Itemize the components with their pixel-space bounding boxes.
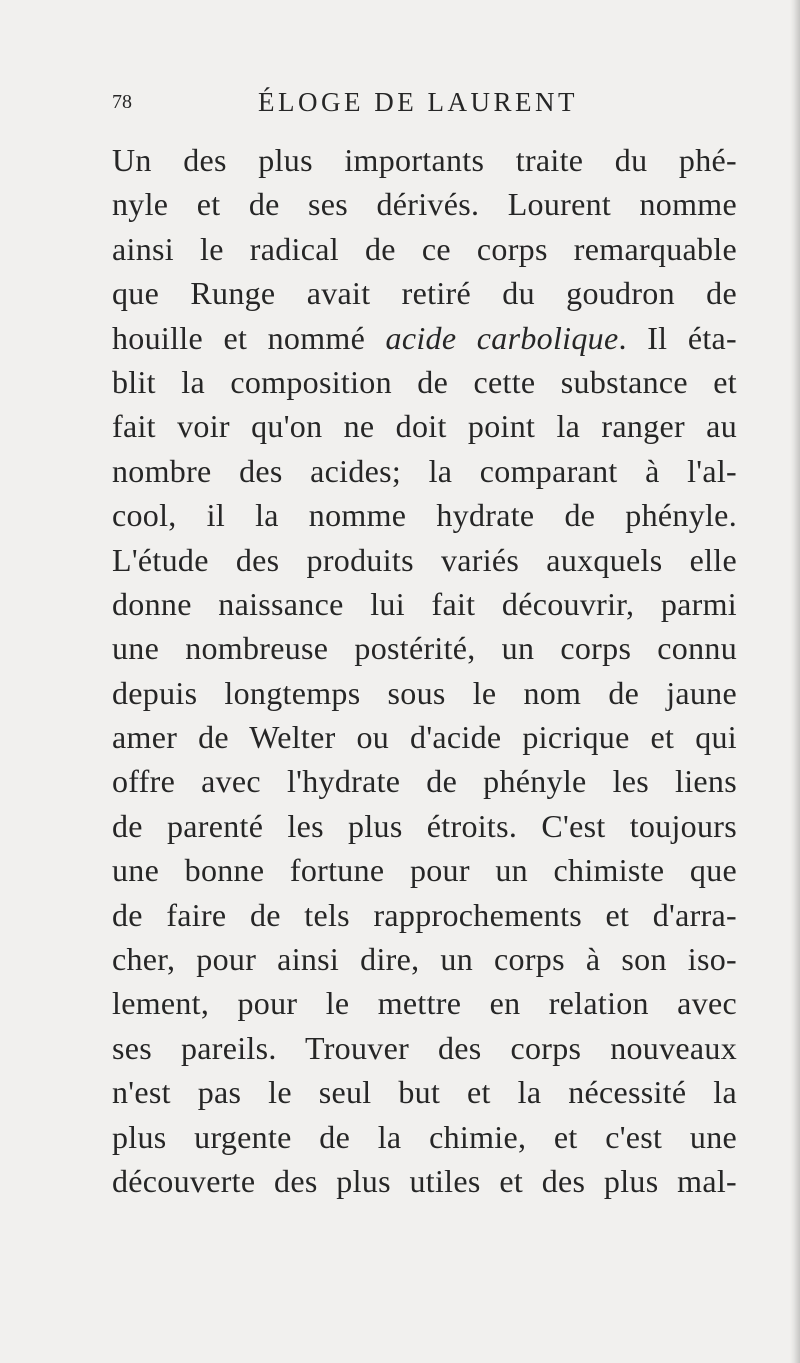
page-number: 78 xyxy=(112,91,132,113)
text-line: blit la composition de cette substance et xyxy=(112,363,737,400)
text-line: une bonne fortune pour un chimiste que xyxy=(112,852,737,889)
italic-term: acide carbolique xyxy=(385,319,619,356)
text-line xyxy=(112,316,737,360)
text-line: nyle et de ses dérivés. Lourent nomme xyxy=(112,186,737,223)
text-line-start: houille et nommé xyxy=(112,319,386,356)
text-line: cher, pour ainsi dire, un corps à son iso- xyxy=(112,941,737,978)
running-head xyxy=(112,84,672,120)
body-text xyxy=(112,138,737,1203)
text-line: nombre des acides; la comparant à l'al- xyxy=(112,452,737,489)
text-line: cool, il la nomme hydrate de phényle. xyxy=(112,497,737,534)
text-line: depuis longtemps sous le nom de jaune xyxy=(112,674,737,711)
text-line: L'étude des produits variés auxquels elle xyxy=(112,541,737,578)
text-line: plus urgente de la chimie, et c'est une xyxy=(112,1118,737,1155)
running-title: ÉLOGE DE LAURENT xyxy=(258,87,578,117)
text-line: fait voir qu'on ne doit point la ranger au xyxy=(112,408,737,445)
text-line: donne naissance lui fait découvrir, parmi xyxy=(112,585,737,622)
text-line: une nombreuse postérité, un corps connu xyxy=(112,630,737,667)
text-line: n'est pas le seul but et la nécessité la xyxy=(112,1074,737,1111)
text-line: amer de Welter ou d'acide picrique et qui xyxy=(112,719,737,756)
text-line: ses pareils. Trouver des corps nouveaux xyxy=(112,1029,737,1066)
text-line-end: . Il éta- xyxy=(618,319,737,356)
text-line: découverte des plus utiles et des plus mal- xyxy=(112,1162,737,1199)
page-edge-shadow xyxy=(790,0,800,1363)
text-line: lement, pour le mettre en relation avec xyxy=(112,985,737,1022)
text-line: de parenté les plus étroits. C'est toujours xyxy=(112,807,737,844)
text-line: que Runge avait retiré du goudron de xyxy=(112,275,737,312)
text-line: offre avec l'hydrate de phényle les liens xyxy=(112,763,737,800)
text-line: Un des plus importants traite du phé- xyxy=(112,142,737,178)
text-line: de faire de tels rapprochements et d'arra- xyxy=(112,896,737,933)
text-line: ainsi le radical de ce corps remarquable xyxy=(112,230,737,267)
